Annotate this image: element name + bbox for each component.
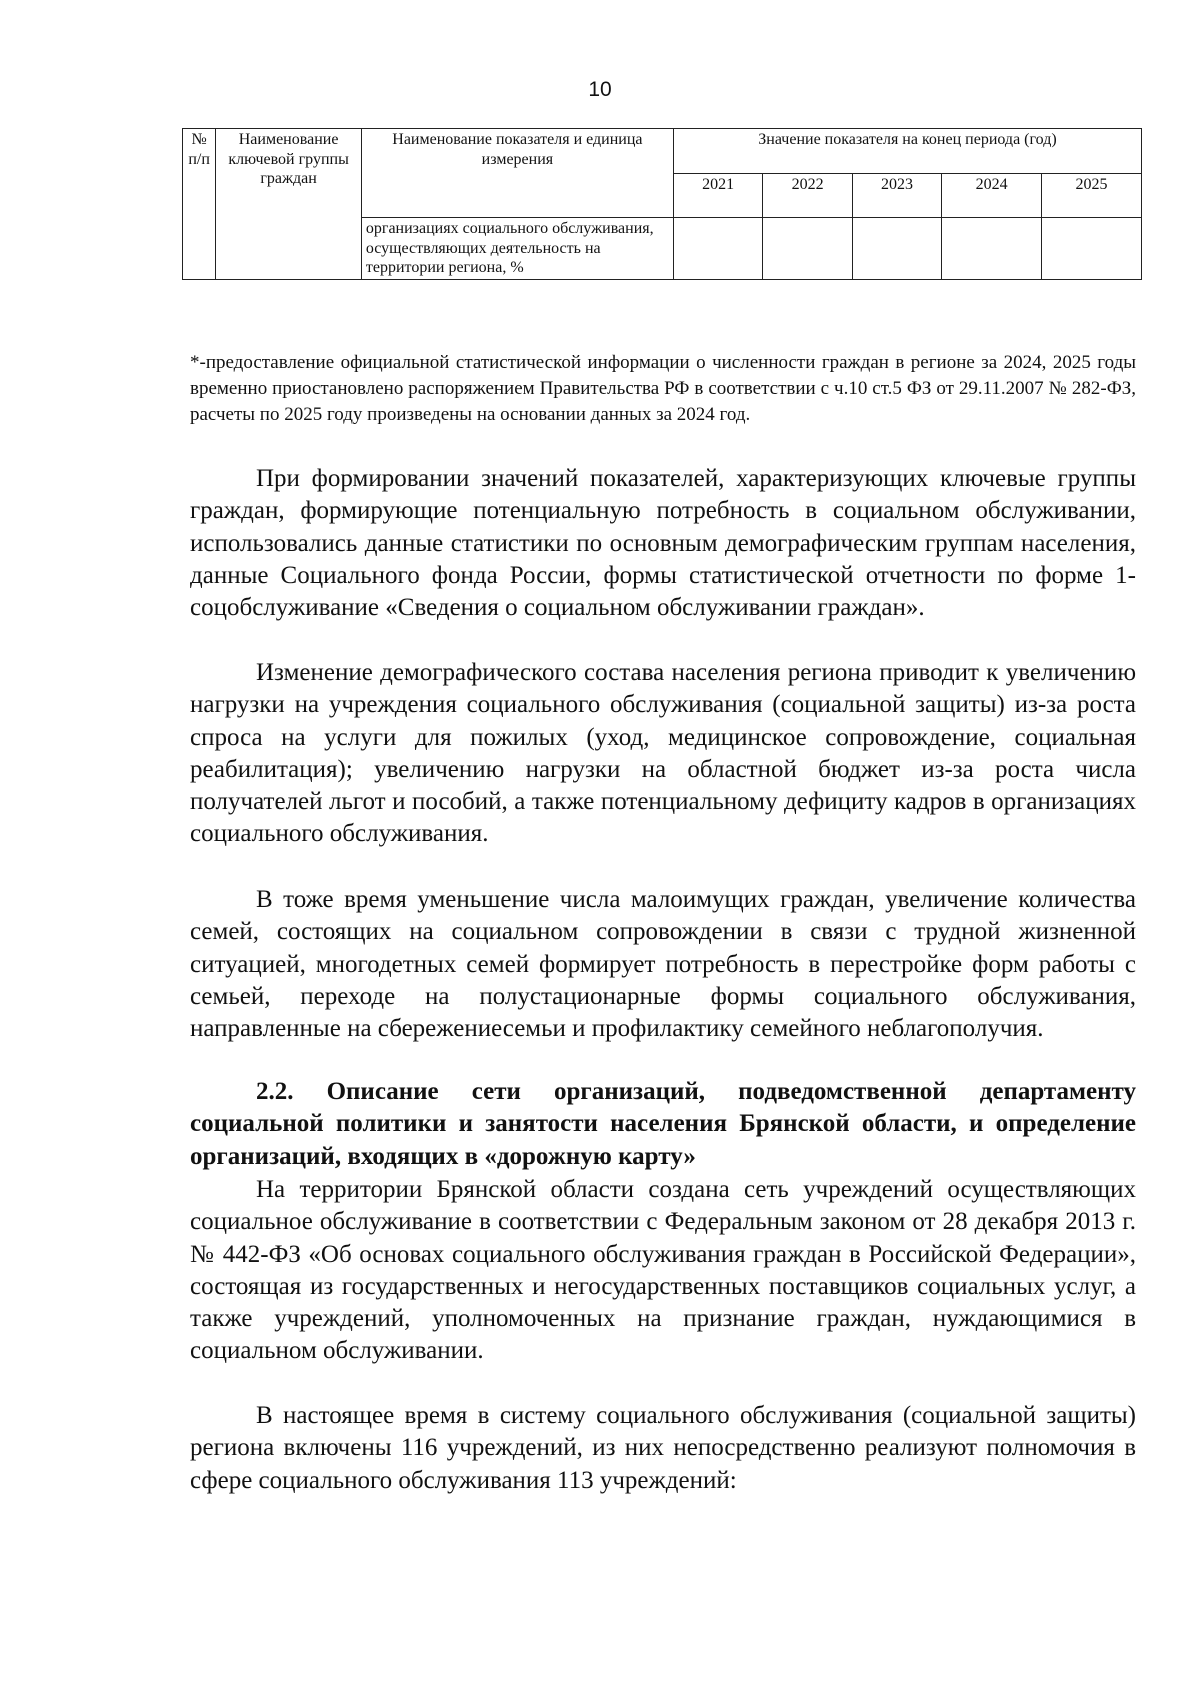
row-value-2023 bbox=[852, 218, 941, 280]
header-year-2022: 2022 bbox=[763, 173, 852, 218]
header-year-2024: 2024 bbox=[942, 173, 1042, 218]
section-heading: 2.2. Описание сети организаций, подведомственной департаменту социальной политики и занятости населения Брянской области, и определение организаций, входящих в «дорожную карту» bbox=[190, 1078, 1136, 1170]
paragraph-demographics: Изменение демографического состава населения региона приводит к увеличению нагрузки на учреждения социального обслуживания (социальной защиты) из-за роста спроса на услуги для пожилых (уход, медицинское сопровождение, социальная реабилитация); увеличению нагрузки на областной бюджет из-за роста числа получателей льгот и пособий, а также потенциальному дефициту кадров в организациях социального обслуживания. bbox=[190, 659, 1136, 848]
row-value-2025 bbox=[1042, 218, 1142, 280]
paragraph-network: На территории Брянской области создана сеть учреждений осуществляющих социальное обслуживание в соответствии с Федеральным законом от 28 декабря 2013 г. № 442-ФЗ «Об основах социального обслуживания граждан в Российской Федерации», состоящая из государственных и негосударственных поставщиков социальных услуг, а также учреждений, уполномоченных на признание граждан, нуждающимися в социальном обслуживании. bbox=[190, 1176, 1136, 1365]
footnote: *-предоставление официальной статистической информации о численности граждан в регионе за 2024, 2025 годы временно приостановлено распоряжением Правительства РФ в соответствии с ч.10 ст.5 ФЗ от 29.11.2007 № 282-ФЗ, расчеты по 2025 году произведены на основании данных за 2024 год. bbox=[190, 352, 1136, 425]
indicators-table bbox=[182, 128, 1142, 280]
header-year-2021: 2021 bbox=[673, 173, 762, 218]
paragraph-indicators: При формировании значений показателей, характеризующих ключевые группы граждан, формирующие потенциальную потребность в социальном обслуживании, использовались данные статистики по основным демографическим группам населения, данные Социального фонда России, формы статистической отчетности по форме 1- соцобслуживание «Сведения о социальном обслуживании граждан». bbox=[190, 465, 1136, 622]
row-value-2022 bbox=[763, 218, 852, 280]
header-year-2025: 2025 bbox=[1042, 173, 1142, 218]
header-group: Наименование ключевой группы граждан bbox=[216, 129, 362, 280]
header-period: Значение показателя на конец периода (год) bbox=[673, 129, 1141, 174]
header-year-2023: 2023 bbox=[852, 173, 941, 218]
header-indicator: Наименование показателя и единица измерения bbox=[361, 129, 673, 218]
row-indicator: организациях социального обслуживания, осуществляющих деятельность на территории региона, % bbox=[361, 218, 673, 280]
paragraph-families: В тоже время уменьшение числа малоимущих граждан, увеличение количества семей, состоящих на социальном сопровождении в связи с трудной жизненной ситуацией, многодетных семей формирует потребность в перестройке форм работы с семьей, переходе на полустационарные формы социального обслуживания, направленные на сбережениесемьи и профилактику семейного неблагополучия. bbox=[190, 886, 1136, 1043]
header-num: № п/п bbox=[183, 129, 216, 280]
paragraph-institutions: В настоящее время в систему социального обслуживания (социальной защиты) региона включены 116 учреждений, из них непосредственно реализуют полномочия в сфере социального обслуживания 113 учреждений: bbox=[190, 1402, 1136, 1494]
table-header-row bbox=[183, 129, 1142, 174]
row-value-2024 bbox=[942, 218, 1042, 280]
page-number: 10 bbox=[588, 78, 612, 101]
row-value-2021 bbox=[673, 218, 762, 280]
